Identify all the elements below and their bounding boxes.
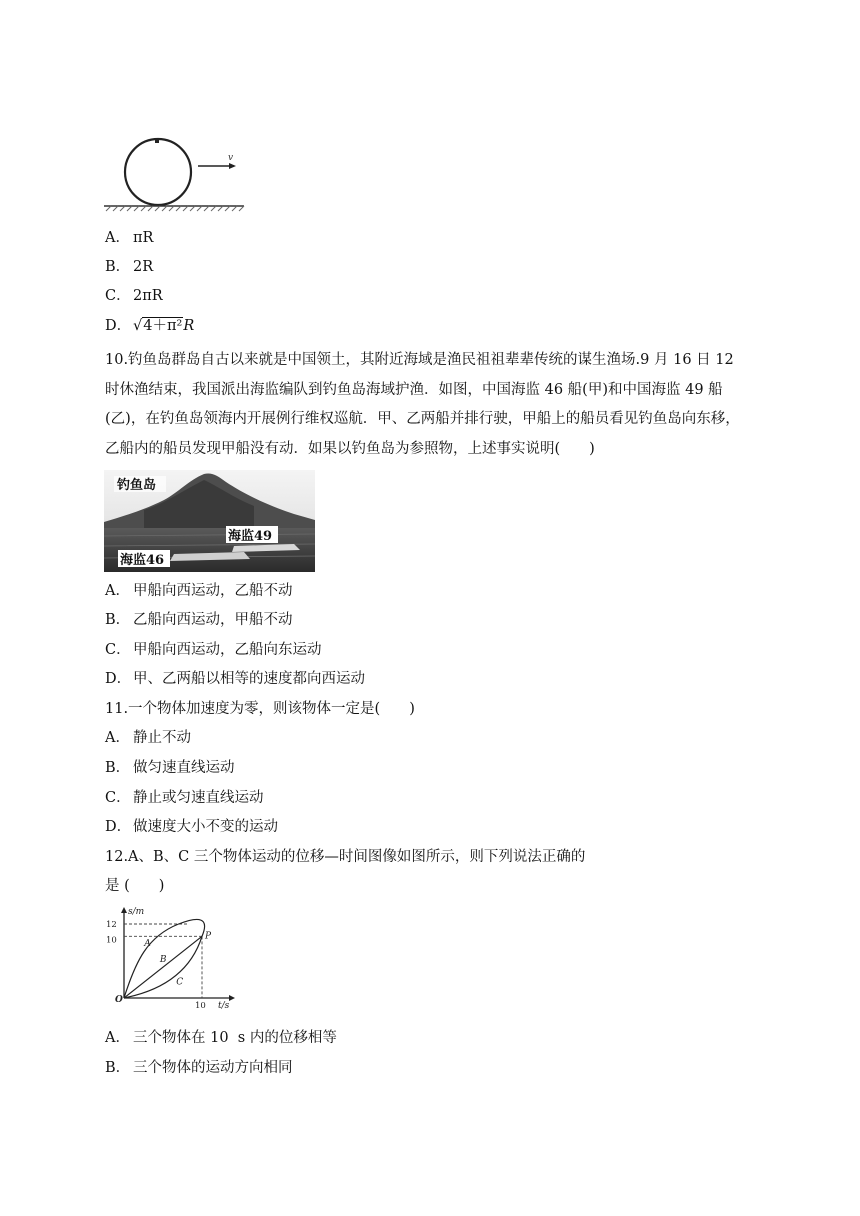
- x-axis-label: t/s: [218, 1001, 230, 1010]
- q10-option-c: C． 甲船向西运动，乙船向东运动: [105, 642, 322, 658]
- sqrt-radicand: 4＋π²: [143, 318, 183, 334]
- y-axis-label: s/m: [128, 907, 145, 917]
- origin-label: O: [115, 995, 123, 1005]
- x-tick-label: 10: [195, 1001, 206, 1010]
- wheel-circle: [125, 139, 191, 205]
- x-axis-arrow: [229, 995, 235, 1001]
- q10-option-a: A． 甲船向西运动，乙船不动: [105, 583, 293, 599]
- island-label: 钓鱼岛: [117, 478, 157, 493]
- q11-option-a: A． 静止不动: [105, 730, 191, 746]
- series-b-label: B: [159, 955, 167, 966]
- displacement-time-chart: [104, 902, 240, 1010]
- diaoyu-island-photo: [104, 470, 315, 572]
- y-axis-arrow: [121, 907, 127, 913]
- q11-stem: 11.一个物体加速度为零，则该物体一定是( ): [105, 701, 415, 717]
- point-p-label: P: [205, 931, 212, 942]
- q10-option-b: B． 乙船向西运动，甲船不动: [105, 612, 293, 628]
- q10-option-d: D． 甲、乙两船以相等的速度都向西运动: [105, 671, 365, 687]
- velocity-arrowhead: [229, 163, 236, 169]
- y-tick-label: 10: [106, 935, 117, 946]
- series-c-label: C: [176, 977, 184, 988]
- q11-option-d: D． 做速度大小不变的运动: [105, 819, 278, 835]
- q10-stem-line-3: (乙)，在钓鱼岛领海内开展例行维权巡航．甲、乙两船并排行驶，甲船上的船员看见钓鱼岛向东移，: [105, 411, 740, 427]
- q11-option-c: C． 静止或匀速直线运动: [105, 790, 264, 806]
- q10-stem-line-4: 乙船内的船员发现甲船没有动．如果以钓鱼岛为参照物，上述事实说明( ): [105, 441, 595, 457]
- q12-option-a: A． 三个物体在 10 s 内的位移相等: [105, 1030, 337, 1046]
- ship-49-label: 海监49: [228, 529, 273, 544]
- q11-option-b: B． 做匀速直线运动: [105, 760, 235, 776]
- q10-stem-line-2: 时休渔结束，我国派出海监编队到钓鱼岛海域护渔．如图，中国海监 46 船(甲)和中国海监 49 船: [105, 382, 723, 398]
- q12-stem-line-1: 12.A、B、C 三个物体运动的位移—时间图像如图所示，则下列说法正确的: [105, 849, 586, 865]
- q9-option-d: D． √4＋π²R: [105, 318, 195, 334]
- q9-option-b: B． 2R: [105, 259, 154, 275]
- series-a-label: A: [144, 939, 151, 950]
- wheel-mark: [155, 139, 159, 143]
- q9-option-c: C． 2πR: [105, 288, 163, 304]
- q10-stem-line-1: 10.钓鱼岛群岛自古以来就是中国领土，其附近海域是渔民祖祖辈辈传统的谋生渔场.9 月 16 日 12: [105, 352, 734, 368]
- rolling-circle-figure: [102, 134, 248, 212]
- q12-stem-line-2: 是 ( ): [105, 878, 165, 894]
- ship-46-label: 海监46: [120, 553, 165, 568]
- y-tick-label: 12: [106, 920, 117, 930]
- velocity-label: v: [228, 153, 234, 163]
- q9-option-a: A． πR: [105, 230, 154, 246]
- q12-option-b: B． 三个物体的运动方向相同: [105, 1060, 293, 1076]
